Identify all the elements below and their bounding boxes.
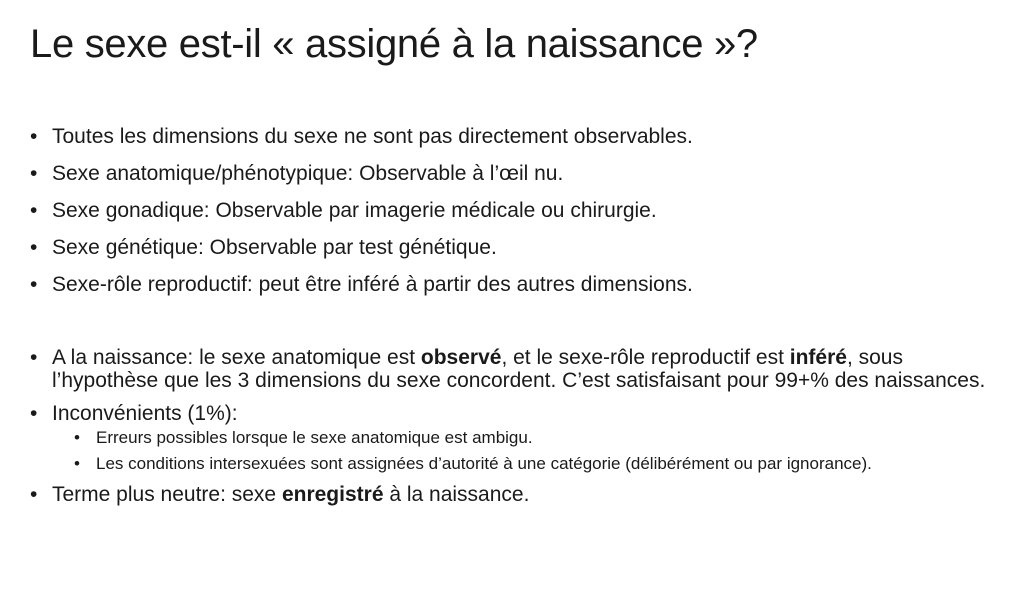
sub-bullet-item: • Les conditions intersexuées sont assignées d’autorité à une catégorie (délibérément ou par ignorance). (74, 455, 1010, 473)
birth-text-part1: A la naissance: le sexe anatomique est (52, 346, 421, 369)
bullet-item-neutral-term (30, 483, 1010, 506)
bullet-item: • Sexe-rôle reproductif: peut être inféré à partir des autres dimensions. (30, 272, 1010, 298)
bullet-item-drawbacks (30, 402, 1010, 473)
neutral-bold-registered: enregistré (281, 483, 384, 506)
slide-body (30, 124, 1010, 516)
bullet-item: • Sexe anatomique/phénotypique: Observable à l’œil nu. (30, 161, 1010, 187)
bullet-list-birth (30, 346, 1010, 506)
birth-text-part3: , sous l’hypothèse que les 3 dimensions du sexe concordent. C’est satisfaisant pour 99+% des naissances. (52, 346, 986, 392)
sub-bullet-item: • Erreurs possibles lorsque le sexe anatomique est ambigu. (74, 429, 1010, 447)
neutral-text-part2: à la naissance. (383, 483, 530, 506)
birth-bold-observed: observé (420, 346, 502, 369)
bullet-item: • Sexe gonadique: Observable par imagerie médicale ou chirurgie. (30, 198, 1010, 224)
bullet-item: • Sexe génétique: Observable par test génétique. (30, 235, 1010, 261)
slide-title: Le sexe est-il « assigné à la naissance »? (30, 22, 758, 66)
birth-bold-inferred: inféré (789, 346, 847, 369)
sub-bullet-list (52, 429, 1010, 473)
birth-text-part2: , et le sexe-rôle reproductif est (501, 346, 790, 369)
drawbacks-label: Inconvénients (1%): (52, 402, 238, 425)
bullet-item-birth (30, 346, 1010, 392)
neutral-text-part1: Terme plus neutre: sexe (52, 483, 282, 506)
bullet-item: • Toutes les dimensions du sexe ne sont pas directement observables. (30, 124, 1010, 150)
bullet-list-dimensions (30, 124, 1010, 298)
